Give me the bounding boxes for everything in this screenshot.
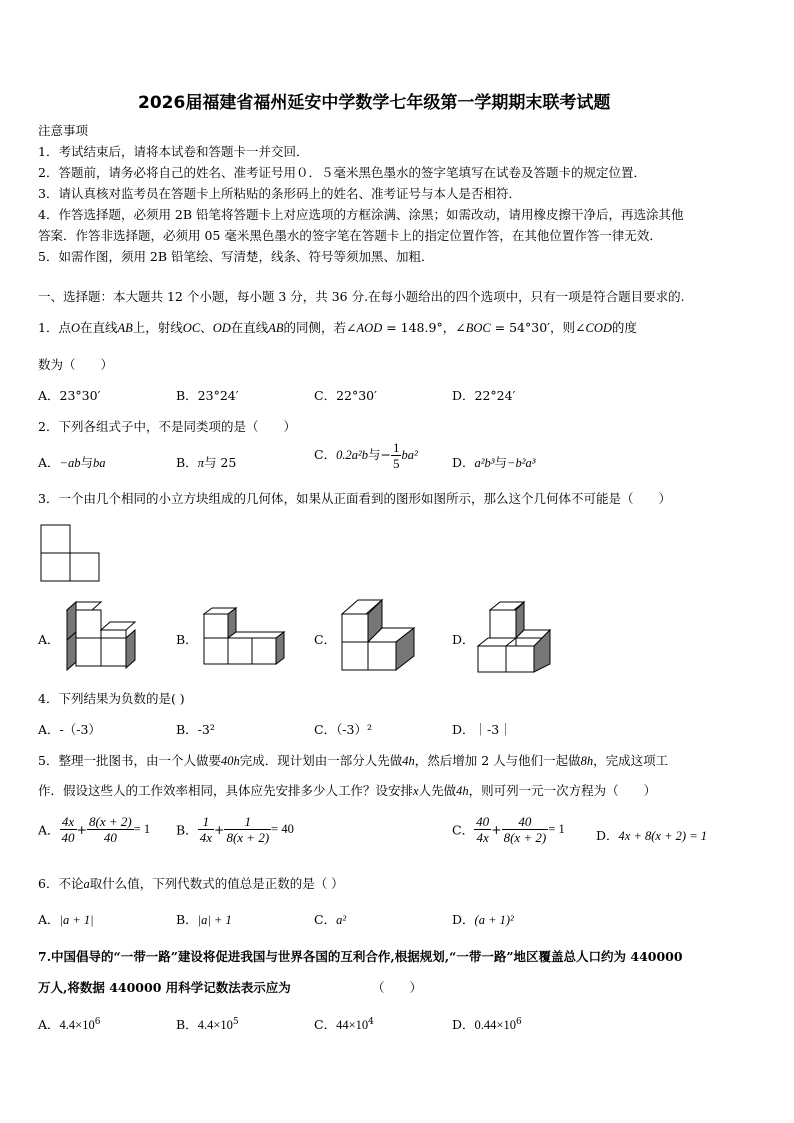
- q2-option-c[interactable]: C．0.2a²b与− $\frac{1}{5}$ ba²: [314, 440, 418, 471]
- q5-option-c[interactable]: C． $\frac{40}{4x}$ + $\frac{40}{8(x + 2)}$ = 1: [452, 814, 565, 845]
- question-6-stem: 6．不论a取什么值，下列代数式的值总是正数的是（ ）: [38, 876, 344, 891]
- q7-option-c[interactable]: C．$44\times 10^4$: [314, 1016, 374, 1032]
- notice-item: 1．考试结束后，请将本试卷和答题卡一并交回．: [38, 144, 309, 159]
- q7-option-b[interactable]: B．$4.4\times 10^5$: [176, 1016, 239, 1032]
- q1-option-b[interactable]: B．23°24′: [176, 388, 239, 403]
- q7-option-d[interactable]: D．$0.44\times 10^6$: [452, 1016, 522, 1032]
- notice-heading: 注意事项: [38, 123, 89, 138]
- notice-item: 4．作答选择题，必须用 2B 铅笔将答题卡上对应选项的方框涂满、涂黑；如需改动，请用橡皮擦干净后，再选涂其他: [38, 207, 684, 222]
- q5-option-b[interactable]: B． $\frac{1}{4x}$ + $\frac{1}{8(x + 2)}$ = 40: [176, 814, 294, 845]
- question-5-stem-line2: 作．假设这些人的工作效率相同，具体应先安排多少人工作？设安排x人先做4h，则可列一元一次方程为（ ）: [38, 783, 657, 798]
- question-3-stem: 3．一个由几个相同的小立方块组成的几何体，如果从正面看到的图形如图所示，那么这个几何体不可能是（ ）: [38, 491, 671, 506]
- q5-option-a[interactable]: A． $\frac{4x}{40}$ + $\frac{8(x + 2)}{40}$ = 1: [38, 814, 151, 845]
- notice-item: 2．答题前，请务必将自己的姓名、准考证号用０．５毫米黑色墨水的签字笔填写在试卷及答题卡的规定位置．: [38, 165, 646, 180]
- q6-option-c[interactable]: C．a²: [314, 912, 347, 927]
- q3-option-a-label[interactable]: A．: [38, 632, 60, 647]
- q3-option-b-label[interactable]: B．: [176, 632, 198, 647]
- q2-option-d[interactable]: D．a²b³与−b²a³: [452, 455, 536, 470]
- q6-option-b[interactable]: B．|a| + 1: [176, 912, 232, 927]
- q6-option-d[interactable]: D．(a + 1)²: [452, 912, 514, 927]
- q2-option-b[interactable]: B．π与 25: [176, 455, 237, 470]
- q4-option-c[interactable]: C．（-3）²: [314, 722, 373, 737]
- page-title: 2026届福建省福州延安中学数学七年级第一学期期末联考试题: [138, 93, 611, 113]
- question-7-stem: 7.中国倡导的“一带一路”建设将促进我国与世界各国的互利合作,根据规划,“一带一路”地区覆盖总人口约为 440000: [38, 949, 683, 964]
- front-view-figure: [40, 524, 102, 582]
- question-2-stem: 2．下列各组式子中，不是同类项的是（ ）: [38, 419, 296, 434]
- q3-option-a-figure[interactable]: [64, 600, 138, 674]
- q3-option-c-figure[interactable]: [340, 598, 418, 674]
- q4-option-d[interactable]: D．｜-3｜: [452, 722, 512, 737]
- q3-option-b-figure[interactable]: [202, 606, 288, 668]
- question-4-stem: 4．下列结果为负数的是( ): [38, 691, 185, 706]
- q4-option-a[interactable]: A．-（-3）: [38, 722, 101, 737]
- q1-option-d[interactable]: D．22°24′: [452, 388, 516, 403]
- question-7-paren: （ ）: [372, 980, 423, 995]
- question-7-stem-line2: 万人,将数据 440000 用科学记数法表示应为: [38, 980, 291, 995]
- q3-option-d-label[interactable]: D．: [452, 632, 475, 647]
- notice-item: 5．如需作图，须用 2B 铅笔绘、写清楚，线条、符号等须加黑、加粗．: [38, 249, 434, 264]
- question-5-stem: 5．整理一批图书，由一个人做要40h完成．现计划由一部分人先做4h，然后增加 2 人与他们一起做8h，完成这项工: [38, 753, 669, 768]
- notice-item: 3．请认真核对监考员在答题卡上所粘贴的条形码上的姓名、准考证号与本人是否相符．: [38, 186, 521, 201]
- q5-option-d[interactable]: D．4x + 8(x + 2) = 1: [596, 828, 708, 843]
- q3-option-d-figure[interactable]: [476, 600, 554, 674]
- q4-option-b[interactable]: B．-3²: [176, 722, 215, 737]
- q6-option-a[interactable]: A．|a + 1|: [38, 912, 94, 927]
- q2-option-a[interactable]: A．−ab与ba: [38, 455, 106, 470]
- notice-item: 答案．作答非选择题，必须用 05 毫米黑色墨水的签字笔在答题卡上的指定位置作答，在其他位置作答一律无效．: [38, 228, 662, 243]
- q7-option-a[interactable]: A．$4.4\times 10^6$: [38, 1016, 101, 1032]
- q1-option-c[interactable]: C．22°30′: [314, 388, 377, 403]
- q1-option-a[interactable]: A．23°30′: [38, 388, 101, 403]
- question-1-stem-line2: 数为（ ）: [38, 357, 114, 372]
- question-1-stem: 1．点O在直线AB上，射线OC、OD在直线AB的同侧，若∠AOD = 148.9°，∠BOC = 54°30′，则∠COD的度: [38, 320, 637, 335]
- section-heading: 一、选择题：本大题共 12 个小题，每小题 3 分，共 36 分.在每小题给出的四个选项中，只有一项是符合题目要求的.: [38, 289, 685, 304]
- q3-option-c-label[interactable]: C．: [314, 632, 337, 647]
